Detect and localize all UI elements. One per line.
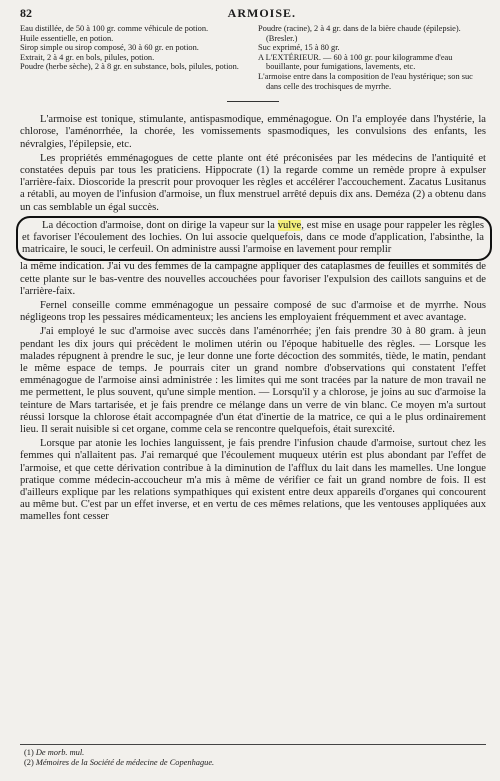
dosage-item: Suc exprimé, 15 à 80 gr. <box>258 43 340 53</box>
dosage-column-left <box>20 24 248 91</box>
section-divider <box>227 101 279 102</box>
footnotes <box>20 744 486 768</box>
footnote <box>20 758 486 768</box>
page-number: 82 <box>20 6 32 20</box>
dosage-item: Poudre (herbe sèche), 2 à 8 gr. en substance, bols, pilules, potion. <box>20 62 239 72</box>
paragraph: Lorsque par atonie les lochies languissent, je fais prendre l'infusion chaude d'armoise, surtout chez les femmes qui n'allaitent pas. J'ai remarqué que l'écoulement muqueux utérin est plus abondant par l'effet de l'armoise, et que cette dérivation contribue à la diminution de l'afflux du lait dans les mamelles. Une longue pratique comme médecin-accoucheur m'a mis à même de vérifier ce fait un grand nombre de fois. Il est d'ailleurs explique par les relations sympathiques qui existent entre deux appareils d'organes qui concourent au même but. C'est par un effet inverse, et en vertu de ces mêmes relations, que les ventouses appliquées aux mamelles font cesser <box>20 438 486 523</box>
dosage-item: L'armoise entre dans la composition de l'eau hystérique; son suc dans celle des trochisques de myrrhe. <box>258 71 473 91</box>
dosage-item: Huile essentielle, en potion. <box>20 33 114 43</box>
footnote-text: De morb. mul. <box>35 748 85 757</box>
dosage-item: Poudre (racine), 2 à 4 gr. dans de la bière chaude (épilepsie). (Bresler.) <box>258 24 461 43</box>
body-text <box>20 114 486 524</box>
page-title: ARMOISE. <box>227 6 296 20</box>
paragraph: J'ai employé le suc d'armoise avec succès dans l'aménorrhée; j'en fais prendre 30 à 80 gram. à jeun pendant les dix jours qui précèdent le molimen utérin ou l'époque habituelle des règles. — Lorsque les malades répugnent à prendre le suc, je leur donne une forte décoction des sommités, tiède, le matin, pendant le même espace de temps. Je pourrais citer un grand nombre d'observations qui constatent l'effet emménagogue de l'armoise ainsi administrée : les limites qui me sont tracées par la nature de mon travail ne me permettent, le plus souvent, qu'une simple mention. — Lorsqu'il y a chlorose, je joins au suc d'armoise la teinture de Mars tartarisée, et je fais prendre ce mélange dans un verre de vin blanc. Ce moyen m'a surtout réussi lorsque la chlorose était accompagnée d'un état d'inertie de la matrice, ce qui a le plus ordinairement lieu. Il serait nuisible si cet organe, comme cela se rencontre quelquefois, était surexcité. <box>20 326 486 436</box>
paragraph-text: La décoction d'armoise, dont on dirige la vapeur sur la <box>42 219 278 231</box>
paragraph-text: , est mise en usage pour rappeler les règles et favoriser l'écoulement des lochies. On lui associe quelquefois, dans ce mode d'application, l'absinthe, la matricaire, le souci, le cerfeuil. On administre aussi l'armoise en lavement pour remplir <box>22 219 484 256</box>
footnote-text: Mémoires de la Société de médecine de Copenhague. <box>35 758 215 767</box>
paragraph: Fernel conseille comme emménagogue un pessaire composé de suc d'armoise et de myrrhe. Nous négligeons trop les pessaires médicamenteux; les anciens les employaient fréquemment et avec avantage. <box>20 300 486 324</box>
highlighted-word: vulve <box>277 219 302 231</box>
paragraph: Les propriétés emménagogues de cette plante ont été préconisées par les médecins de l'antiquité et constatées depuis par tous les praticiens. Hippocrate (1) la regarde comme un remède propre à expulser l'arrière-faix. Dioscoride la prescrit pour provoquer les règles et accélérer l'accouchement. Zacatus Lusitanus a rétabli, au moyen de l'infusion d'armoise, un flux menstruel arrêté depuis dix ans. Deméza (2) a obtenu dans un cas semblable un égal succès. <box>20 152 486 213</box>
footnote-mark: (2) <box>24 758 34 767</box>
dosage-item: Sirop simple ou sirop composé, 30 à 60 gr. en potion. <box>20 43 199 53</box>
paragraph-continuation: la même indication. J'ai vu des femmes de la campagne appliquer des cataplasmes de feuilles et sommités de cette plante sur le bas-ventre des nouvelles accouchées pour favoriser l'expulsion des caillots sanguins et de l'arrière-faix. <box>20 261 486 297</box>
dosage-item: Eau distillée, de 50 à 100 gr. comme véhicule de potion. <box>20 24 209 33</box>
highlighted-passage-box <box>16 216 492 262</box>
footnote <box>20 748 486 758</box>
dosage-column-right <box>258 24 486 91</box>
highlighted-paragraph <box>22 220 484 257</box>
dosage-item: A L'EXTÉRIEUR. — 60 à 100 gr. pour kilogramme d'eau bouillante, pour fumigations, lavements, etc. <box>258 52 453 72</box>
dosage-item: Extrait, 2 à 4 gr. en bols, pilules, potion. <box>20 52 155 62</box>
paragraph: L'armoise est tonique, stimulante, antispasmodique, emménagogue. On l'a employée dans l'hystérie, la chlorose, l'aménorrhée, la chorée, les vomissements spasmodiques, les convulsions des enfants, les névralgies, l'épilepsie, etc. <box>20 114 486 150</box>
footnote-mark: (1) <box>24 748 34 757</box>
dosage-columns <box>20 24 486 91</box>
page-header <box>20 6 486 22</box>
